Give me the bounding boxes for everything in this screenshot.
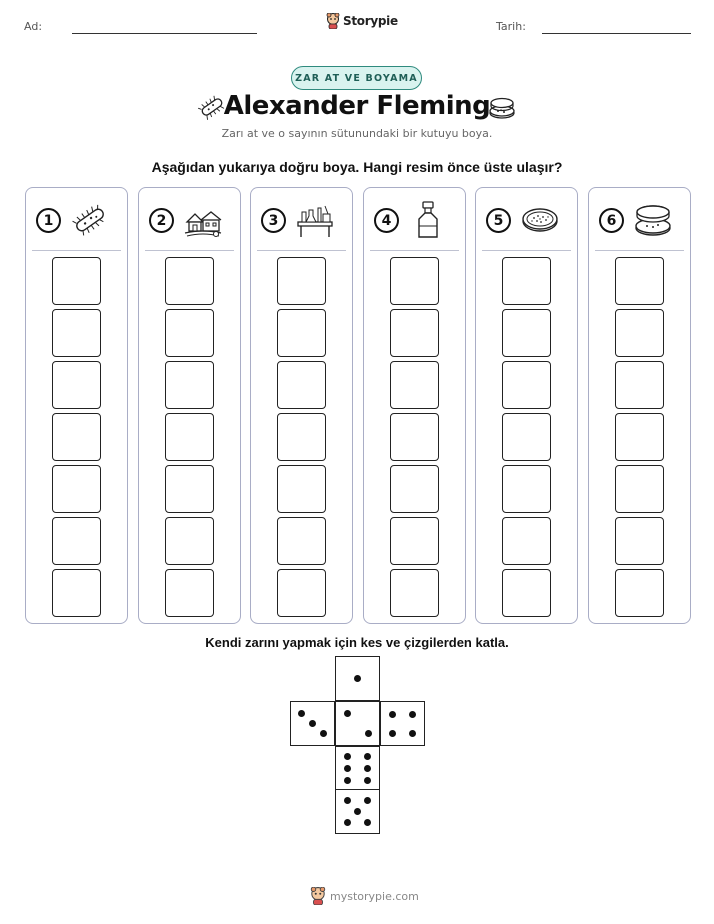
pip — [409, 711, 416, 718]
color-box[interactable] — [390, 517, 439, 565]
color-box[interactable] — [502, 517, 551, 565]
pip — [354, 808, 361, 815]
name-line — [72, 33, 257, 34]
pip — [364, 777, 371, 784]
brand-name: Storypie — [343, 14, 398, 28]
color-box[interactable] — [615, 309, 664, 357]
column-header — [139, 188, 240, 250]
page-subtitle: Zarı at ve o sayının sütunundaki bir kutuyu boya. — [221, 127, 493, 140]
pip — [298, 710, 305, 717]
pip — [344, 710, 351, 717]
color-box[interactable] — [615, 517, 664, 565]
color-box[interactable] — [277, 569, 326, 617]
color-box[interactable] — [615, 413, 664, 461]
color-box[interactable] — [502, 361, 551, 409]
date-label: Tarih: — [496, 20, 526, 33]
pip — [309, 720, 316, 727]
pip — [364, 819, 371, 826]
petri-dish-icon — [520, 200, 560, 240]
pip — [320, 730, 327, 737]
pip — [354, 675, 361, 682]
pip — [389, 730, 396, 737]
column-divider — [595, 250, 684, 251]
column-number: 2 — [149, 208, 174, 233]
color-box[interactable] — [390, 309, 439, 357]
color-box[interactable] — [165, 413, 214, 461]
column-divider — [482, 250, 571, 251]
pip — [389, 711, 396, 718]
color-box[interactable] — [165, 257, 214, 305]
instruction-text: Aşağıdan yukarıya doğru boya. Hangi resim önce üste ulaşır? — [151, 159, 563, 175]
column-header — [251, 188, 352, 250]
column-header — [476, 188, 577, 250]
color-box-stack — [277, 257, 326, 621]
column-header — [589, 188, 690, 250]
color-box[interactable] — [52, 569, 101, 617]
column-number: 3 — [261, 208, 286, 233]
pip — [409, 730, 416, 737]
storypie-mascot-icon — [326, 13, 340, 29]
brand-logo — [326, 13, 398, 29]
dice-face-4 — [380, 701, 425, 746]
color-box[interactable] — [390, 413, 439, 461]
pip — [344, 765, 351, 772]
column-5 — [475, 187, 578, 624]
color-box[interactable] — [615, 257, 664, 305]
color-box[interactable] — [277, 465, 326, 513]
column-3 — [250, 187, 353, 624]
column-divider — [145, 250, 234, 251]
dice-face-6 — [335, 746, 380, 791]
color-box-stack — [615, 257, 664, 621]
color-box[interactable] — [165, 465, 214, 513]
dice-instruction: Kendi zarını yapmak için kes ve çizgilerden katla. — [205, 635, 509, 650]
color-box[interactable] — [277, 361, 326, 409]
column-4 — [363, 187, 466, 624]
color-box[interactable] — [165, 517, 214, 565]
column-number: 1 — [36, 208, 61, 233]
pip — [344, 797, 351, 804]
medicine-bottle-icon — [408, 200, 448, 240]
color-box[interactable] — [390, 465, 439, 513]
pip — [364, 765, 371, 772]
column-header — [364, 188, 465, 250]
color-box[interactable] — [52, 413, 101, 461]
open-petri-dish-icon — [633, 200, 673, 240]
column-number: 5 — [486, 208, 511, 233]
color-box[interactable] — [165, 361, 214, 409]
column-number: 6 — [599, 208, 624, 233]
pip — [364, 797, 371, 804]
color-box[interactable] — [502, 465, 551, 513]
column-divider — [370, 250, 459, 251]
color-box[interactable] — [165, 569, 214, 617]
color-box[interactable] — [502, 569, 551, 617]
storypie-mascot-icon — [310, 887, 326, 905]
color-box-stack — [390, 257, 439, 621]
footer-url[interactable]: mystorypie.com — [330, 889, 419, 903]
color-box[interactable] — [390, 569, 439, 617]
color-box[interactable] — [52, 361, 101, 409]
lab-table-icon — [295, 200, 335, 240]
dice-face-3 — [290, 701, 335, 746]
color-box[interactable] — [277, 517, 326, 565]
color-box[interactable] — [390, 361, 439, 409]
column-divider — [32, 250, 121, 251]
color-box[interactable] — [390, 257, 439, 305]
page-title: Alexander Fleming — [223, 91, 491, 121]
pip — [364, 753, 371, 760]
color-box-stack — [165, 257, 214, 621]
color-box[interactable] — [52, 465, 101, 513]
bacteria-icon — [70, 200, 110, 240]
color-box[interactable] — [52, 257, 101, 305]
dice-face-1 — [335, 656, 380, 701]
dice-face-5 — [335, 789, 380, 834]
dice-face-2 — [335, 701, 380, 746]
color-box[interactable] — [615, 465, 664, 513]
pip — [365, 730, 372, 737]
column-number: 4 — [374, 208, 399, 233]
color-box[interactable] — [277, 413, 326, 461]
color-box[interactable] — [502, 309, 551, 357]
color-box[interactable] — [615, 569, 664, 617]
color-box[interactable] — [615, 361, 664, 409]
name-label: Ad: — [24, 20, 43, 33]
color-box[interactable] — [52, 309, 101, 357]
color-box[interactable] — [165, 309, 214, 357]
farm-icon — [183, 200, 223, 240]
column-6 — [588, 187, 691, 624]
column-1 — [25, 187, 128, 624]
color-box[interactable] — [277, 309, 326, 357]
petri-dish-title-icon — [487, 95, 517, 121]
color-box-stack — [502, 257, 551, 621]
pip — [344, 753, 351, 760]
column-divider — [257, 250, 346, 251]
pip — [344, 777, 351, 784]
footer — [310, 887, 419, 905]
pip — [344, 819, 351, 826]
column-header — [26, 188, 127, 250]
color-box[interactable] — [277, 257, 326, 305]
column-2 — [138, 187, 241, 624]
color-box[interactable] — [502, 257, 551, 305]
date-line — [542, 33, 691, 34]
color-box[interactable] — [52, 517, 101, 565]
color-box-stack — [52, 257, 101, 621]
activity-badge: ZAR AT VE BOYAMA — [291, 66, 422, 90]
color-box[interactable] — [502, 413, 551, 461]
